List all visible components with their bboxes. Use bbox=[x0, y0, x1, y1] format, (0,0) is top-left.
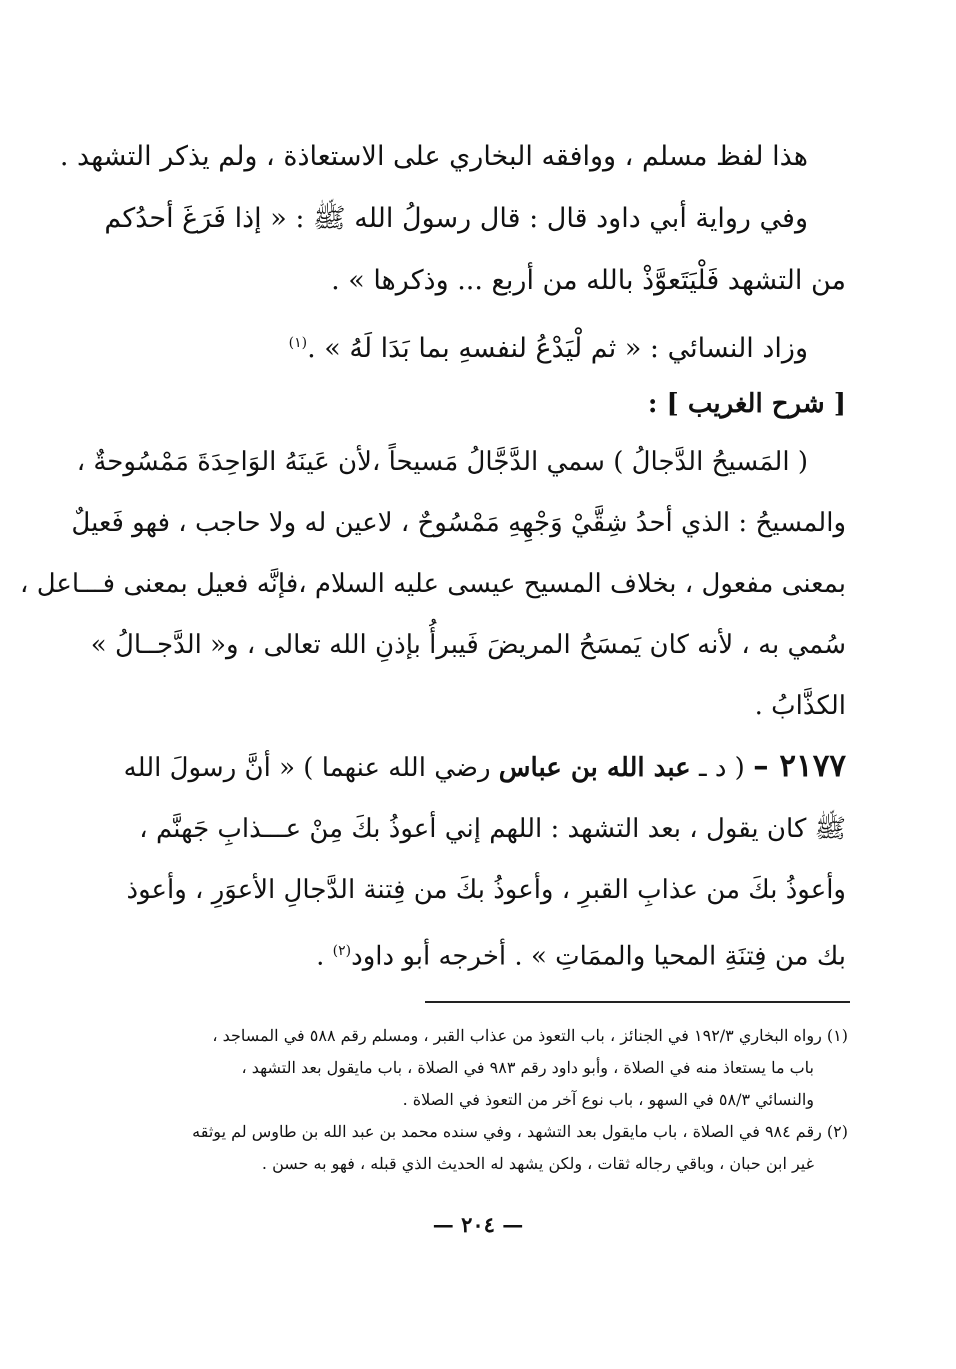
hadith-header-line bbox=[110, 736, 846, 799]
hadith-line-text: بك من فِتنَةِ المحيا والممَاتِ » . أخرجه أبو داود bbox=[351, 941, 846, 972]
page-number: — ٢٠٤ — bbox=[432, 1212, 524, 1237]
gharib-heading-block bbox=[110, 373, 846, 435]
intro-line: وفي رواية أبي داود قال : قال رسولُ الله ﷺ : « إذا فَرَغَ أحدُكم bbox=[104, 203, 808, 234]
intro-line-text: وزاد النسائي : « ثم لْيَدْعُ لنفسهِ بما بَدَا لَهُ » . bbox=[307, 333, 808, 364]
hadith-number: ٢١٧٧ – bbox=[753, 748, 846, 784]
hadith-line-with-footnote: بك من فِتنَةِ المحيا والممَاتِ » . أخرجه أبو داود$^{(٢)}$ . bbox=[316, 941, 846, 972]
gharib-paragraph bbox=[20, 432, 846, 737]
hadith-line: ﷺ كان يقول ، بعد التشهد : اللهم إني أعوذُ بكَ مِنْ عـــذابِ جَهنَّم ، bbox=[139, 814, 846, 844]
hadith-narrator-close: رضي الله عنهما ) « أنَّ رسولَ الله bbox=[123, 753, 491, 783]
gharib-line: ( المَسيحُ الدَّجالُ ) سمي الدَّجَّالُ مَسيحاً ،لأن عَينَهُ الوَاحِدَةَ مَمْسُوحةٌ ، bbox=[76, 447, 808, 477]
intro-line: من التشهد فَلْيَتَعوَّذْ بالله من أربع ... وذكرها » . bbox=[331, 265, 846, 296]
footnote-line: غير ابن حبان ، وباقي رجاله ثقات ، ولكن يشهد له الحديث الذي قبله ، فهو به حسن . bbox=[261, 1154, 814, 1173]
hadith-paragraph bbox=[110, 736, 846, 988]
gharib-line: الكذَّابُ . bbox=[754, 691, 846, 721]
gharib-line: بمعنى مفعول ، بخلاف المسيح عيسى عليه السلام ،فإنَّه فعيل بمعنى فـــاعل ، bbox=[20, 569, 846, 599]
intro-paragraph bbox=[59, 126, 846, 380]
footnote-marker-2: (٢) bbox=[332, 943, 352, 959]
footnotes bbox=[108, 1020, 848, 1180]
gharib-line: سُمي به ، لأنه كان يَمسَحُ المريضَ فَيبرأُ بإذنِ الله تعالى ، و« الدَّجــالُ » bbox=[90, 630, 846, 660]
intro-line-with-footnote bbox=[110, 312, 846, 380]
footnote-separator bbox=[425, 1001, 850, 1003]
footnote-line: (٢) رقم ٩٨٤ في الصلاة ، باب مايقول بعد التشهد ، وفي سنده محمد بن عبد الله بن طاوس لم يوثقه bbox=[192, 1122, 848, 1141]
hadith-line: وأعوذُ بكَ من عذابِ القبرِ ، وأعوذُ بكَ من فِتنة الدَّجالِ الأعوَرِ ، وأعوذ bbox=[126, 875, 846, 905]
footnote-line: باب ما يستعاذ منه في الصلاة ، وأبو داود رقم ٩٨٣ في الصلاة ، باب مايقول بعد التشهد ، bbox=[241, 1058, 814, 1077]
hadith-narrator-name: عبد الله بن عباس bbox=[498, 753, 691, 783]
footnote-line: (١) رواه البخاري ١٩٢/٣ في الجنائز ، باب التعوذ من عذاب القبر ، ومسلم رقم ٥٨٨ في المساجد ، bbox=[212, 1026, 848, 1045]
footnote-marker-1: (١) bbox=[288, 335, 308, 351]
footnote-line: والنسائي ٥٨/٣ في السهو ، باب نوع آخر من التعوذ في الصلاة . bbox=[402, 1090, 814, 1109]
hadith-narrator-open: ( د ـ bbox=[698, 753, 745, 783]
footnote-1 bbox=[108, 1020, 848, 1116]
footnote-2 bbox=[108, 1116, 848, 1180]
gharib-heading: [ شرح الغريب ] : bbox=[647, 389, 846, 419]
intro-line: هذا لفظ مسلم ، ووافقه البخاري على الاستعاذة ، ولم يذكر التشهد . bbox=[59, 141, 808, 172]
gharib-line: والمسيحُ : الذي أحدُ شِقَّيْ وَجْهِهِ مَمْسُوحٌ ، لاعين له ولا حاجب ، فهو فَعيلٌ bbox=[71, 508, 846, 538]
